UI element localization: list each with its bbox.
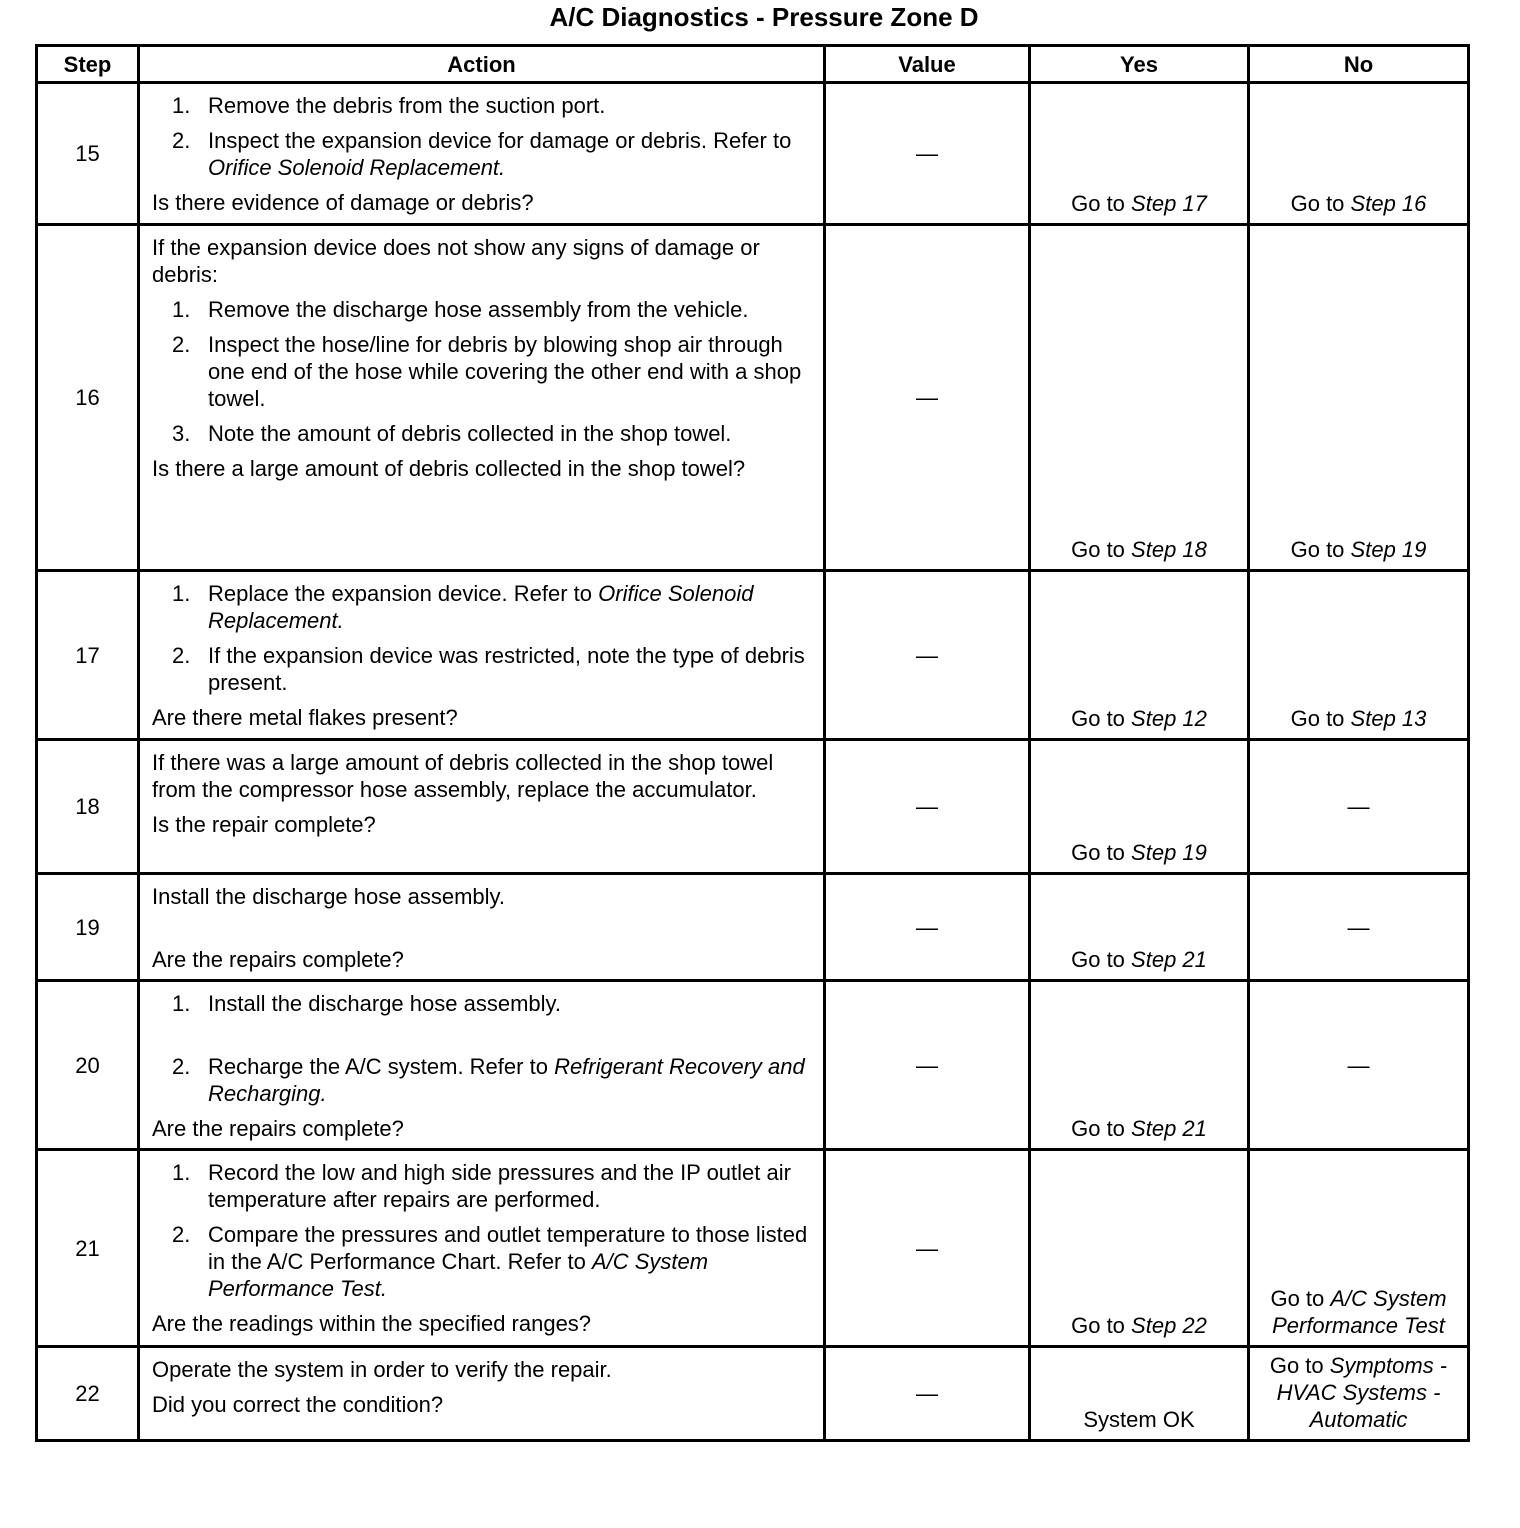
action-question: Did you correct the condition? <box>152 1392 444 1417</box>
action-item: 1. Remove the discharge hose assembly from the vehicle. <box>172 297 749 322</box>
table-row <box>37 83 1469 225</box>
action-item: 1. Install the discharge hose assembly. <box>172 991 561 1016</box>
action-cell <box>139 225 825 571</box>
col-header-step: Step <box>37 46 139 83</box>
action-question: Is there evidence of damage or debris? <box>152 190 534 215</box>
no-cell: — <box>1249 740 1469 874</box>
action-intro: If the expansion device does not show any signs of damage or debris: <box>152 235 760 287</box>
diagnostic-table <box>35 44 1470 1442</box>
reference-link[interactable]: Orifice Solenoid Replacement. <box>208 155 506 180</box>
action-question: Are the repairs complete? <box>152 1116 404 1141</box>
action-cell <box>139 83 825 225</box>
action-cell <box>139 740 825 874</box>
no-cell[interactable]: Go to Step 13 <box>1249 571 1469 740</box>
table-row <box>37 740 1469 874</box>
no-cell: — <box>1249 981 1469 1150</box>
value-cell: — <box>825 1347 1030 1441</box>
yes-cell[interactable]: Go to Step 19 <box>1030 740 1249 874</box>
value-cell: — <box>825 874 1030 981</box>
action-item: 2. Recharge the A/C system. Refer to Refrigerant Recovery and Recharging. <box>172 1054 805 1106</box>
table-row <box>37 225 1469 571</box>
action-cell <box>139 1347 825 1441</box>
col-header-action: Action <box>139 46 825 83</box>
no-cell[interactable]: Go to Symptoms - HVAC Systems - Automatic <box>1249 1347 1469 1441</box>
action-intro: If there was a large amount of debris collected in the shop towel from the compressor hose assembly, replace the accumulator. <box>152 750 774 802</box>
action-item: 2. Inspect the expansion device for damage or debris. Refer to Orifice Solenoid Replacement. <box>172 128 792 180</box>
action-question: Are the repairs complete? <box>152 947 404 972</box>
no-cell[interactable]: Go to Step 16 <box>1249 83 1469 225</box>
header-row <box>37 46 1469 83</box>
col-header-yes: Yes <box>1030 46 1249 83</box>
value-cell: — <box>825 83 1030 225</box>
no-cell[interactable]: Go to Step 19 <box>1249 225 1469 571</box>
action-intro: Operate the system in order to verify the repair. <box>152 1357 612 1382</box>
yes-cell[interactable]: Go to Step 12 <box>1030 571 1249 740</box>
value-cell: — <box>825 740 1030 874</box>
table-row <box>37 874 1469 981</box>
reference-link[interactable]: Refrigerant Recovery and Recharging. <box>208 1054 805 1106</box>
yes-cell[interactable]: Go to Step 22 <box>1030 1150 1249 1347</box>
value-cell: — <box>825 571 1030 740</box>
table-row <box>37 1150 1469 1347</box>
value-cell: — <box>825 981 1030 1150</box>
step-number: 18 <box>37 740 139 874</box>
step-number: 16 <box>37 225 139 571</box>
action-cell <box>139 1150 825 1347</box>
yes-cell[interactable]: Go to Step 21 <box>1030 874 1249 981</box>
table-row <box>37 981 1469 1150</box>
col-header-no: No <box>1249 46 1469 83</box>
yes-cell: System OK <box>1030 1347 1249 1441</box>
action-cell <box>139 981 825 1150</box>
step-number: 21 <box>37 1150 139 1347</box>
yes-cell[interactable]: Go to Step 17 <box>1030 83 1249 225</box>
step-number: 15 <box>37 83 139 225</box>
table-row <box>37 1347 1469 1441</box>
action-item: 1. Replace the expansion device. Refer to Orifice Solenoid Replacement. <box>172 581 754 633</box>
action-cell <box>139 874 825 981</box>
action-question: Are there metal flakes present? <box>152 705 458 730</box>
action-question: Is the repair complete? <box>152 812 376 837</box>
action-item: 1. Record the low and high side pressures and the IP outlet air temperature after repairs are performed. <box>172 1160 791 1212</box>
action-question: Is there a large amount of debris collected in the shop towel? <box>152 456 746 481</box>
yes-cell[interactable]: Go to Step 21 <box>1030 981 1249 1150</box>
step-number: 17 <box>37 571 139 740</box>
action-intro: Install the discharge hose assembly. <box>152 884 505 909</box>
action-item: 3. Note the amount of debris collected in the shop towel. <box>172 421 732 446</box>
action-item: 2. Inspect the hose/line for debris by blowing shop air through one end of the hose while covering the other end with a shop towel. <box>172 332 802 411</box>
action-item: 1. Remove the debris from the suction port. <box>172 93 606 118</box>
step-number: 20 <box>37 981 139 1150</box>
page-title: A/C Diagnostics - Pressure Zone D <box>549 2 979 32</box>
reference-link[interactable]: A/C System Performance Test. <box>208 1249 709 1301</box>
no-cell[interactable]: Go to A/C System Performance Test <box>1249 1150 1469 1347</box>
value-cell: — <box>825 1150 1030 1347</box>
yes-cell[interactable]: Go to Step 18 <box>1030 225 1249 571</box>
action-question: Are the readings within the specified ranges? <box>152 1311 592 1336</box>
col-header-value: Value <box>825 46 1030 83</box>
value-cell: — <box>825 225 1030 571</box>
action-item: 2. Compare the pressures and outlet temperature to those listed in the A/C Performance Chart. Refer to A/C System Performance Test. <box>172 1222 808 1301</box>
no-cell: — <box>1249 874 1469 981</box>
action-item: 2. If the expansion device was restricted, note the type of debris present. <box>172 643 805 695</box>
reference-link[interactable]: Orifice Solenoid Replacement. <box>208 581 754 633</box>
action-cell <box>139 571 825 740</box>
table-row <box>37 571 1469 740</box>
step-number: 19 <box>37 874 139 981</box>
step-number: 22 <box>37 1347 139 1441</box>
